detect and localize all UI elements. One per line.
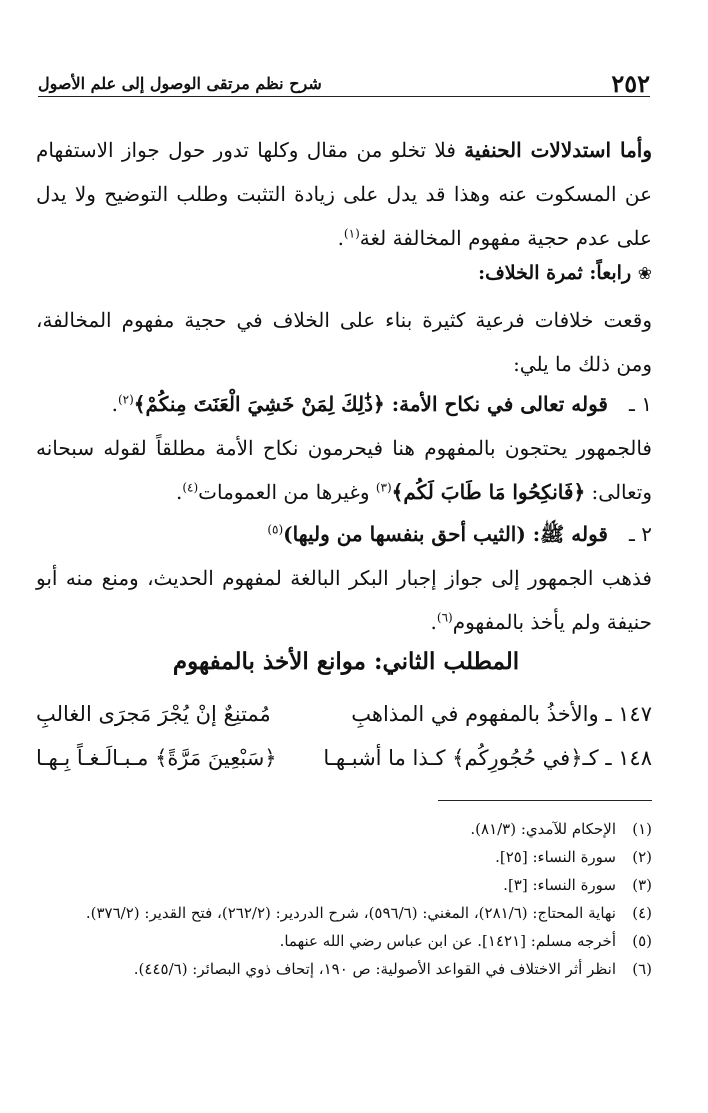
footnote [40,955,652,983]
paragraph-hadith [36,556,652,644]
footnote [40,815,652,843]
verse-second-hemistich: مُمتنِعٌ إنْ يُجْرَ مَجرَى الغالبِ [36,702,271,726]
footnote [40,871,652,899]
punctuation: . [175,480,183,504]
paragraph-consequences [36,298,652,386]
footnote-text: انظر أثر الاختلاف في القواعد الأصولية: ص ١٩٠، إتحاف ذوي البصائر: (٤٤٥/٦). [133,960,616,978]
verse-first-hemistich: ١٤٧ ـ والأخذُ بالمفهوم في المذاهبِ [351,702,652,726]
footnote-text: الإحكام للآمدي: (٨١/٣). [470,820,616,838]
poem-verse [36,736,652,780]
paragraph-text: وقعت خلافات فرعية كثيرة بناء على الخلاف في حجية مفهوم المخالفة، ومن ذلك ما يلي: [36,308,652,376]
footnotes [40,815,652,983]
flower-icon: ❀ [637,264,652,284]
footnote-ref: (١) [343,226,360,241]
item-text [40,382,608,426]
footnote-ref: (٣) [375,480,392,495]
footnote [40,899,652,927]
footnote-number: (٢) [632,848,652,866]
footnote [40,927,652,955]
footnote-number: (٤) [632,904,652,922]
paragraph-text: فالجمهور يحتجون بالمفهوم هنا فيحرمون نكاح الأمة مطلقاً لقوله سبحانه وتعالى: [36,436,652,504]
punctuation: . [430,610,437,634]
footnote-ref: (٤) [182,480,199,495]
book-title: شرح نظم مرتقى الوصول إلى علم الأصول [38,74,322,93]
list-item-1 [40,382,652,426]
subheading-fourth [40,262,652,284]
footnote-number: (٥) [632,932,652,950]
poem-verse [36,692,652,736]
paragraph-hanafi-arguments [36,128,652,260]
quran-verse: ﴿ذَٰلِكَ لِمَنْ خَشِيَ الْعَنَتَ مِنكُمْ﴾ [133,392,385,416]
list-item-2 [40,512,652,556]
verse-first-hemistich: ١٤٨ ـ كـ﴿في حُجُورِكُم﴾ كـذا ما أشبـهـا [323,746,652,770]
footnote [40,843,652,871]
quran-verse: ﴿فَانكِحُوا مَا طَابَ لَكُم﴾ [391,480,586,504]
paragraph-lead: وأما استدلالات الحنفية [464,138,653,162]
punctuation: . [337,226,344,250]
paragraph-text: وغيرها من العمومات [198,480,376,504]
footnote-separator [438,800,652,801]
footnote-number: (٣) [632,876,652,894]
item-lead: قوله ﷺ: (الثيب أحق بنفسها من وليها) [283,522,608,546]
footnote-number: (٦) [632,960,652,978]
section-title: المطلب الثاني: موانع الأخذ بالمفهوم [172,648,520,675]
punctuation: . [111,392,118,416]
footnote-ref: (٥) [267,522,284,537]
header-rule [38,96,650,97]
paragraph-majority [36,426,652,514]
footnote-text: سورة النساء: [٣]. [503,876,616,894]
page-number: ٢٥٢ [611,69,650,98]
item-number: ٢ ـ [629,522,652,546]
verse-second-hemistich: ﴿سَبْعِينَ مَرَّةً﴾ مـبـالَـغـاً بِـهـا [36,746,277,770]
item-text [40,512,608,556]
footnote-text: أخرجه مسلم: [١٤٢١]. عن ابن عباس رضي الله عنهما. [279,932,616,950]
item-number: ١ ـ [629,392,652,416]
item-lead: قوله تعالى في نكاح الأمة: [384,392,608,416]
paragraph-text: فلا تخلو من مقال وكلها تدور حول جواز الاستفهام عن المسكوت عنه وهذا قد يدل على زيادة التثبت وطلب التوضيح ولا يدل على عدم حجية مفهوم المخالفة لغة [36,138,652,250]
subheading-text: رابعاً: ثمرة الخلاف: [478,262,632,284]
footnote-ref: (٢) [117,392,134,407]
footnote-text: نهاية المحتاج: (٢٨١/٦)، المغني: (٥٩٦/٦)، شرح الدردير: (٢٦٢/٢)، فتح القدير: (٣٧٦/٢). [85,904,616,922]
footnote-ref: (٦) [436,610,453,625]
footnote-number: (١) [632,820,652,838]
paragraph-text: فذهب الجمهور إلى جواز إجبار البكر البالغة لمفهوم الحديث، ومنع منه أبو حنيفة ولم يأخذ بالمفهوم [36,566,652,634]
running-header [38,62,650,96]
footnote-text: سورة النساء: [٢٥]. [495,848,616,866]
